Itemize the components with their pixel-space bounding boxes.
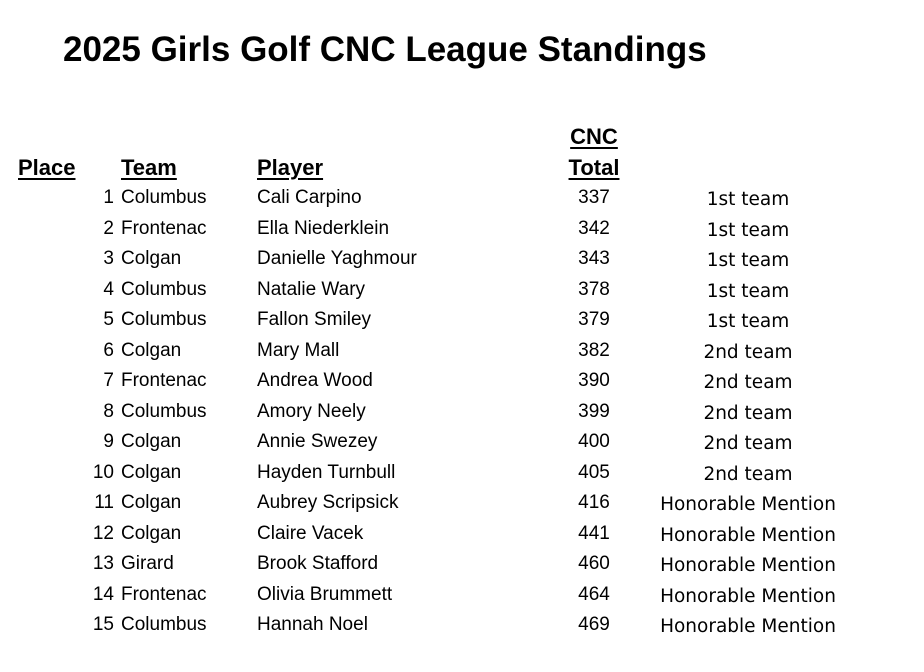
- award-cell: 2nd team: [703, 463, 793, 485]
- total-cell: 337: [578, 187, 610, 208]
- total-cell: 460: [578, 553, 610, 574]
- table-row: [0, 337, 924, 368]
- header-total-line1: CNC: [570, 124, 618, 149]
- award-cell: Honorable Mention: [660, 616, 836, 637]
- team-cell: Frontenac: [121, 217, 207, 239]
- table-row: [0, 276, 924, 307]
- award-cell: Honorable Mention: [660, 494, 836, 515]
- total-cell: 416: [578, 492, 610, 513]
- player-cell: Brook Stafford: [257, 553, 379, 574]
- place-cell: 1: [103, 187, 114, 208]
- player-cell: Danielle Yaghmour: [257, 248, 417, 269]
- player-cell: Aubrey Scripsick: [257, 492, 399, 513]
- header-total-line2: Total: [568, 155, 620, 180]
- total-cell: 390: [578, 370, 610, 391]
- team-cell: Columbus: [121, 614, 207, 635]
- award-cell: 2nd team: [703, 341, 793, 363]
- award-cell: Honorable Mention: [660, 524, 836, 546]
- total-cell: 441: [578, 522, 610, 544]
- team-cell: Columbus: [121, 187, 207, 208]
- team-cell: Colgan: [121, 492, 182, 513]
- place-cell: 13: [92, 553, 114, 574]
- team-cell: Columbus: [121, 278, 207, 300]
- table-row: [0, 428, 924, 459]
- team-cell: Frontenac: [121, 370, 207, 391]
- place-cell: 3: [103, 248, 114, 269]
- page-title: 2025 Girls Golf CNC League Standings: [63, 30, 707, 69]
- player-cell: Hayden Turnbull: [257, 461, 396, 483]
- table-row: [0, 215, 924, 246]
- award-cell: Honorable Mention: [660, 555, 836, 576]
- total-cell: 400: [578, 431, 610, 452]
- place-cell: 5: [103, 309, 114, 330]
- header-place: Place: [18, 155, 76, 180]
- award-cell: 1st team: [706, 311, 790, 332]
- table-row: [0, 489, 924, 520]
- team-cell: Girard: [121, 553, 174, 574]
- table-row: [0, 398, 924, 429]
- place-cell: 11: [94, 492, 114, 513]
- player-cell: Claire Vacek: [257, 522, 364, 544]
- team-cell: Frontenac: [121, 583, 207, 605]
- team-cell: Colgan: [121, 339, 182, 361]
- award-cell: 2nd team: [703, 372, 793, 393]
- place-cell: 4: [103, 278, 114, 300]
- award-cell: Honorable Mention: [660, 585, 836, 607]
- player-cell: Andrea Wood: [257, 370, 373, 391]
- table-row: [0, 367, 924, 398]
- header-player: Player: [257, 155, 324, 180]
- place-cell: 8: [103, 400, 114, 422]
- total-cell: 342: [578, 217, 610, 239]
- player-cell: Mary Mall: [257, 339, 340, 361]
- place-cell: 12: [92, 522, 114, 544]
- place-cell: 14: [92, 583, 114, 605]
- total-cell: 399: [578, 400, 610, 422]
- player-cell: Annie Swezey: [257, 431, 378, 452]
- total-cell: 469: [578, 614, 610, 635]
- team-cell: Colgan: [121, 248, 182, 269]
- table-row: [0, 611, 924, 642]
- team-cell: Colgan: [121, 431, 182, 452]
- table-row: [0, 520, 924, 551]
- place-cell: 15: [92, 614, 114, 635]
- team-cell: Columbus: [121, 400, 207, 422]
- player-cell: Olivia Brummett: [257, 583, 393, 605]
- table-row: [0, 550, 924, 581]
- total-cell: 405: [578, 461, 610, 483]
- player-cell: Fallon Smiley: [257, 309, 372, 330]
- table-row: [0, 245, 924, 276]
- award-cell: 2nd team: [703, 433, 793, 454]
- place-cell: 6: [103, 339, 114, 361]
- award-cell: 2nd team: [703, 402, 793, 424]
- player-cell: Cali Carpino: [257, 187, 362, 208]
- total-cell: 343: [578, 248, 610, 269]
- player-cell: Amory Neely: [257, 400, 366, 422]
- place-cell: 10: [92, 461, 114, 483]
- total-cell: 464: [578, 583, 610, 605]
- award-cell: 1st team: [706, 219, 790, 241]
- team-cell: Colgan: [121, 461, 182, 483]
- team-cell: Colgan: [121, 522, 182, 544]
- place-cell: 9: [103, 431, 114, 452]
- table-row: [0, 306, 924, 337]
- place-cell: 7: [103, 370, 114, 391]
- place-cell: 2: [103, 217, 114, 239]
- award-cell: 1st team: [706, 280, 790, 302]
- total-cell: 379: [578, 309, 610, 330]
- player-cell: Hannah Noel: [257, 614, 368, 635]
- total-cell: 382: [578, 339, 610, 361]
- total-cell: 378: [578, 278, 610, 300]
- header-team: Team: [121, 155, 177, 180]
- player-cell: Natalie Wary: [257, 278, 366, 300]
- table-row: [0, 184, 924, 215]
- player-cell: Ella Niederklein: [257, 217, 390, 239]
- team-cell: Columbus: [121, 309, 207, 330]
- standings-table: [0, 184, 924, 642]
- award-cell: 1st team: [706, 189, 790, 210]
- table-row: [0, 459, 924, 490]
- table-row: [0, 581, 924, 612]
- award-cell: 1st team: [706, 250, 790, 271]
